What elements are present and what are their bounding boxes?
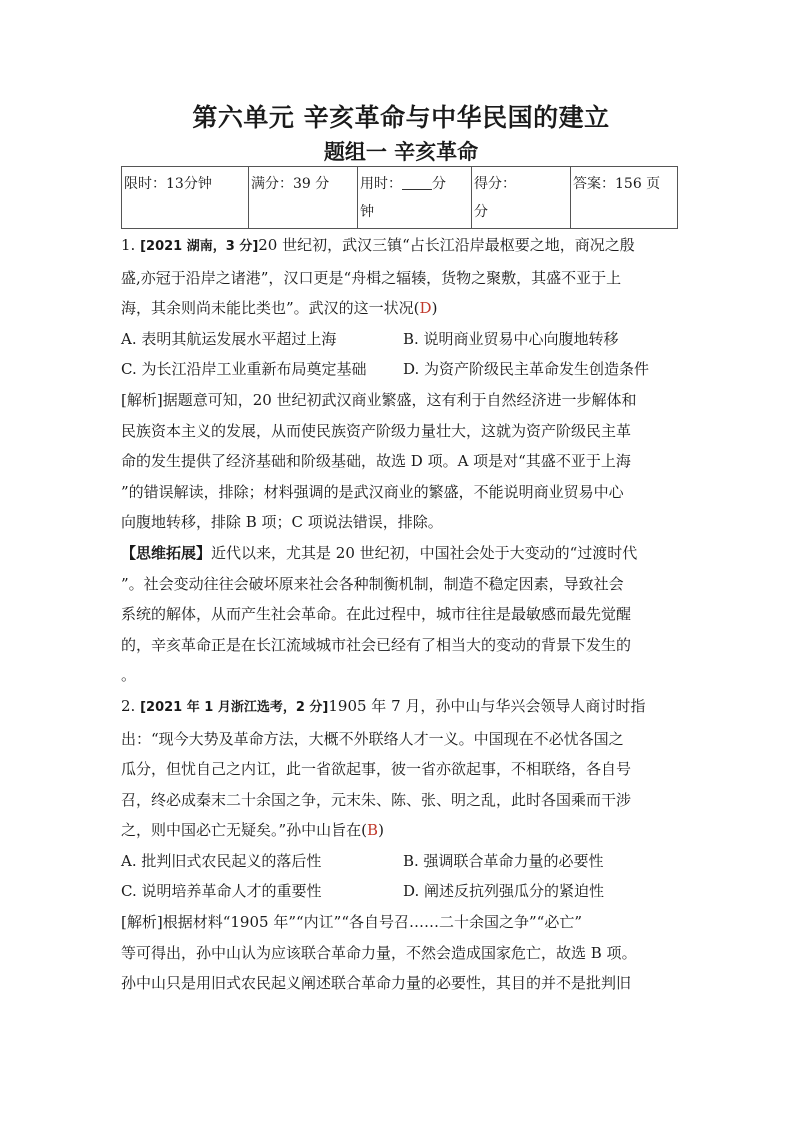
q1-stem: 1. [2021 湖南，3 分]20 世纪初，武汉三镇“占长江沿岸最枢要之地，商况之殷 盛,亦冠于沿岸之诸港”，汉口更是“舟楫之辐辏，货物之聚敷，其盛不亚于上 海，其余则尚未能比类也”。武汉的这一状况(D) [121,236,635,318]
q2-answer: B [367,821,379,840]
q2-analysis: [解析]根据材料“1905 年”“内讧”“各自号召……二十余国之争”“必亡” 等可得出，孙中山认为应该联合革命力量，不然会造成国家危亡，故选 B 项。 孙中山只是用旧式农民起义阐述联合革命力量的必要性，其目的并不是批判旧 [121,913,637,993]
q1-option-d: D. 为资产阶级民主革命发生创造条件 [403,360,650,379]
info-table [121,166,678,229]
question-body [121,230,681,999]
time-limit-cell: 限时：13分钟 [122,167,249,229]
time-used-blank[interactable] [402,173,432,190]
score-cell: 得分： 分 [472,167,571,229]
q1-analysis: [解析]据题意可知，20 世纪初武汉商业繁盛，这有利于自然经济进一步解体和 民族资本主义的发展，从而使民族资产阶级力量壮大，这就为资产阶级民主革 命的发生提供了经济基础和阶级基础，故选 D 项。A 项是对“其盛不亚于上海 ”的错误解读，排除；材料强调的是武汉商业的繁盛，不能说明商业贸易中心 向腹地转移，排除 B 项；C 项说法错误，排除。 [121,390,637,532]
q1-option-a: A. 表明其航运发展水平超过上海 [121,329,337,348]
q1-source: [2021 湖南，3 分] [140,239,259,254]
q2-source: [2021 年 1 月浙江选考，2 分] [140,699,329,715]
expansion-label: 【思维拓展】 [121,543,212,562]
q2-options-row-2 [121,876,681,907]
unit-title: 第六单元 辛亥革命与中华民国的建立 [192,103,610,132]
q1-option-b: B. 说明商业贸易中心向腹地转移 [403,329,619,348]
q2-option-b: B. 强调联合革命力量的必要性 [403,851,604,870]
q1-options-row-2 [121,354,681,385]
q1-options-row-1 [121,324,681,355]
q1-answer: D [419,299,432,318]
q1-thinking-expansion: 【思维拓展】近代以来，尤其是 20 世纪初，中国社会处于大变动的“过渡时代 ”。社会变动往往会破坏原来社会各种制衡机制，制造不稳定因素，导致社会 系统的解体，从而产生社会革命。在此过程中，城市往往是最敏感而最先觉醒 的，辛亥革命正是在长江流域城市社会已经有了相当大的变动的背景下发生的 。 [121,543,638,685]
q1-option-c: C. 为长江沿岸工业重新布局奠定基础 [121,360,367,379]
q2-option-c: C. 说明培养革命人才的重要性 [121,882,322,901]
full-score-cell: 满分：39 分 [249,167,358,229]
time-used-cell: 用时： 分 钟 [358,167,472,229]
q2-option-a: A. 批判旧式农民起义的落后性 [121,851,322,870]
q2-options-row-1 [121,846,681,877]
q2-option-d: D. 阐述反抗列强瓜分的紧迫性 [403,882,605,901]
section-title: 题组一 辛亥革命 [323,140,479,164]
answer-page-cell: 答案：156 页 [571,167,678,229]
q2-stem: 2. [2021 年 1 月浙江选考，2 分]1905 年 7 月，孙中山与华兴会领导人商讨时指 出：“现今大势及革命方法，大概不外联络人才一义。中国现在不必忧各国之 瓜分，但忧自己之内讧，此一省欲起事，彼一省亦欲起事，不相联络，各自号 召，终必成秦末二十余国之争，元末朱、陈、张、明之乱，此时各国乘而干涉 之，则中国必亡无疑矣。”孙中山旨在(B) [121,696,646,840]
